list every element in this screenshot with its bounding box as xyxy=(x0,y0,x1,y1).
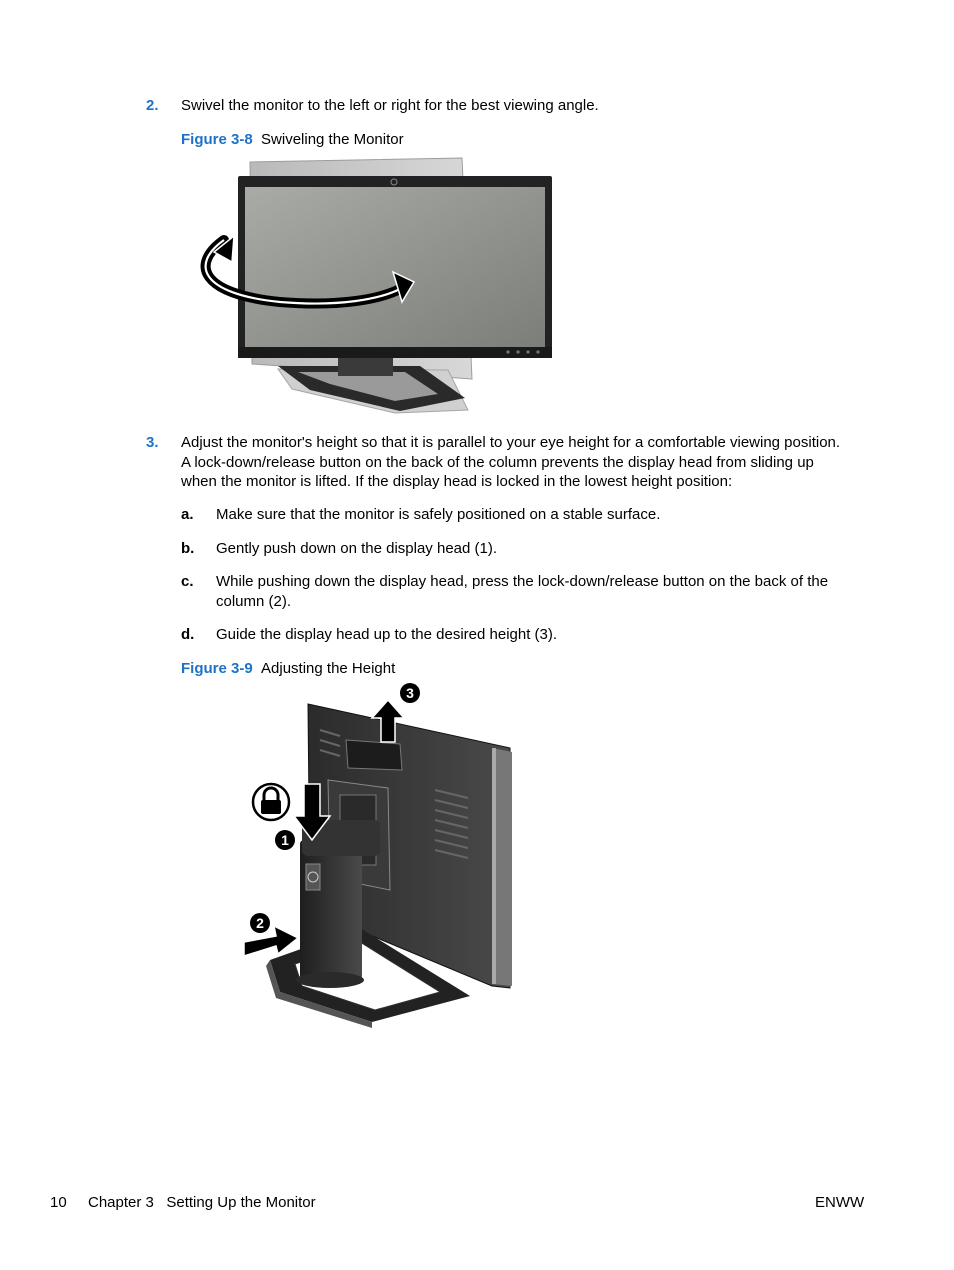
figure-3-8-caption xyxy=(181,130,404,150)
figure-3-8-title: Swiveling the Monitor xyxy=(261,131,404,148)
callout-3-label: 3 xyxy=(406,685,414,701)
footer-locale: ENWW xyxy=(815,1194,865,1211)
step-2-text: Swivel the monitor to the left or right for the best viewing angle. xyxy=(181,97,599,114)
step-2-number: 2. xyxy=(146,97,159,114)
callout-1 xyxy=(275,830,295,850)
step-3-line-3: when the monitor is lifted. If the display head is locked in the lowest height position: xyxy=(181,473,733,490)
lock-icon xyxy=(253,784,289,820)
callout-3 xyxy=(400,683,420,703)
figure-3-9-title: Adjusting the Height xyxy=(261,660,396,677)
callout-2-label: 2 xyxy=(256,915,264,931)
figure-3-9-label: Figure 3-9 xyxy=(181,660,253,677)
substep-b-letter: b. xyxy=(181,540,195,557)
substep-c-line-2: column (2). xyxy=(216,592,292,610)
page-number: 10 xyxy=(50,1194,67,1211)
substep-d-text: Guide the display head up to the desired height (3). xyxy=(216,626,558,643)
figure-3-8-image xyxy=(190,154,570,416)
substep-a-letter: a. xyxy=(181,506,194,523)
substep-d-letter: d. xyxy=(181,626,195,643)
figure-3-9-image xyxy=(240,680,530,1028)
step-3-line-1: Adjust the monitor's height so that it is parallel to your eye height for a comfortable viewing position. xyxy=(181,434,841,451)
figure-3-8-label: Figure 3-8 xyxy=(181,131,253,148)
substep-c-text xyxy=(216,572,828,611)
arrow-right-icon xyxy=(244,926,298,956)
footer-chapter: Chapter 3 Setting Up the Monitor xyxy=(88,1194,316,1211)
step-3-text xyxy=(181,433,840,492)
callout-1-label: 1 xyxy=(281,832,289,848)
figure-3-9-caption xyxy=(181,659,395,679)
substep-b-text: Gently push down on the display head (1). xyxy=(216,540,498,557)
substep-c-line-1: While pushing down the display head, press the lock-down/release button on the back of the xyxy=(216,573,829,590)
substep-c-letter: c. xyxy=(181,573,194,590)
step-3-number: 3. xyxy=(146,434,159,451)
substep-a-text: Make sure that the monitor is safely positioned on a stable surface. xyxy=(216,506,661,523)
callout-2 xyxy=(250,913,270,933)
monitor-front xyxy=(238,176,552,358)
step-3-line-2: A lock-down/release button on the back of the column prevents the display head from sliding up xyxy=(181,453,814,471)
